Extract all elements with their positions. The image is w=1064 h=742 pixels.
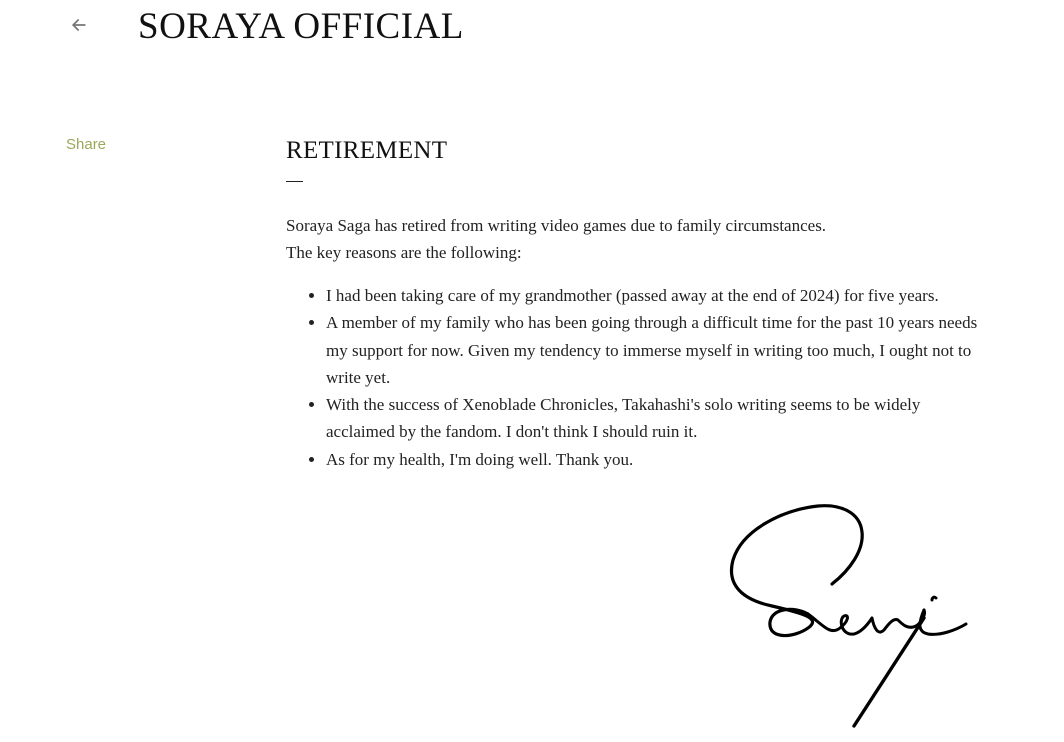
reason-item: • A member of my family who has been going through a difficult time for the past 10 years needs my support for now. Given my tendency to immerse myself in writing too much, I ought not to write yet. xyxy=(326,309,986,391)
title-divider xyxy=(286,181,303,182)
arrow-left-icon xyxy=(69,15,89,40)
post-body xyxy=(286,212,986,473)
site-title[interactable]: SORAYA OFFICIAL xyxy=(138,6,464,47)
intro-line: The key reasons are the following: xyxy=(286,243,522,262)
reasons-list xyxy=(286,282,986,473)
reason-item: • With the success of Xenoblade Chronicles, Takahashi's solo writing seems to be widely acclaimed by the fandom. I don't think I should ruin it. xyxy=(326,391,986,446)
back-button[interactable] xyxy=(62,10,96,44)
post-title: RETIREMENT xyxy=(286,137,448,164)
intro-line: Soraya Saga has retired from writing video games due to family circumstances. xyxy=(286,216,827,235)
reason-item: • I had been taking care of my grandmother (passed away at the end of 2024) for five years. xyxy=(326,282,986,309)
share-link[interactable]: Share xyxy=(66,136,107,153)
reason-item: • As for my health, I'm doing well. Thank you. xyxy=(326,446,986,473)
post xyxy=(286,134,986,473)
signature-image xyxy=(722,500,972,732)
